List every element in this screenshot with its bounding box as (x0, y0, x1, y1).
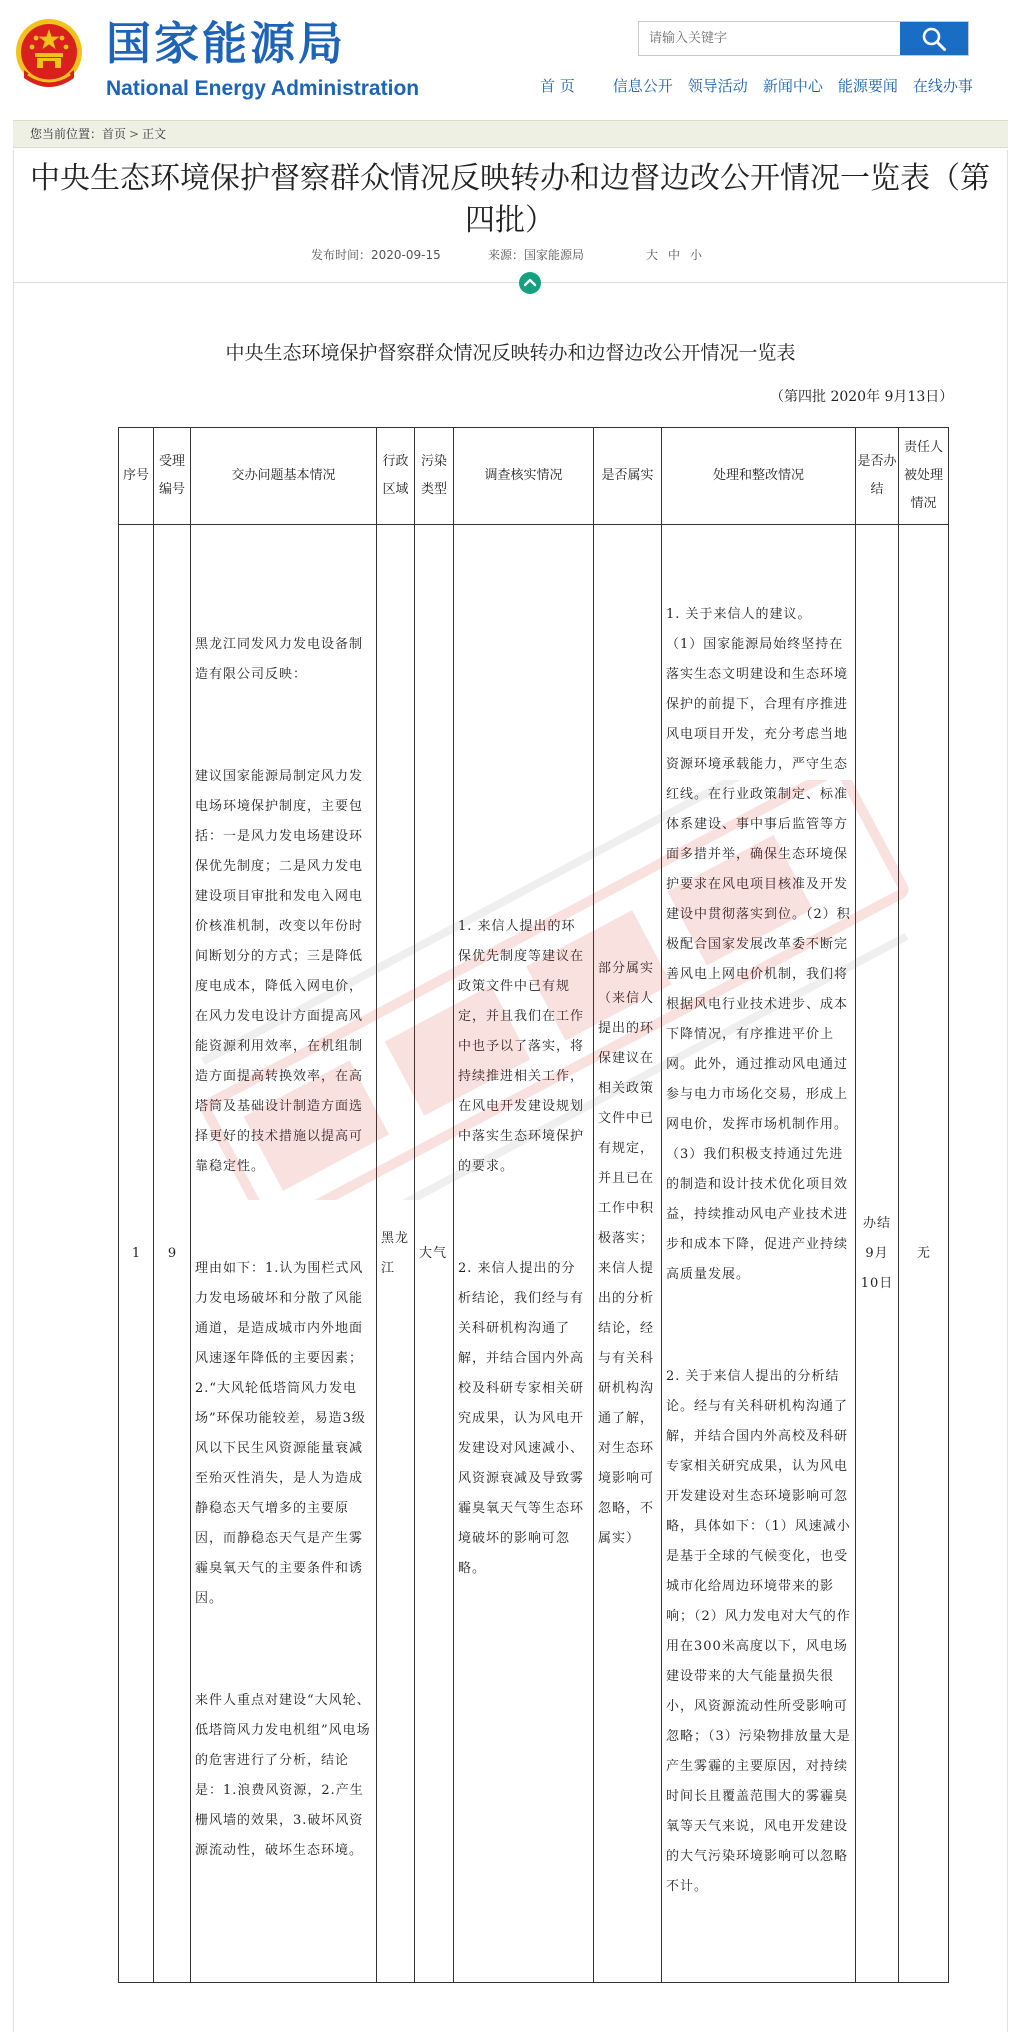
publish-time: 发布时间：2020-09-15 (311, 248, 441, 262)
search-icon (921, 26, 947, 52)
header-completed: 是否办结 (856, 428, 899, 525)
cases-table (118, 427, 949, 1983)
completed-text: 办结 9月 10日 (860, 1215, 894, 1291)
nav-news-center[interactable]: 新闻中心 (762, 77, 823, 95)
pollution-text: 大气 (419, 1245, 448, 1261)
cell-handling (662, 525, 856, 1983)
cell-investigation (454, 525, 594, 1983)
breadcrumb-separator: > (129, 127, 140, 141)
issue-paragraph: 理由如下：1.认为围栏式风力发电场破坏和分散了风能通道，是造成城市内外地面风速逐年降低的主要因素；2.“大风轮低塔筒风力发电场”环保功能较差，易造3级风以下民生风资源能量衰减至殆灭性消失，是人为造成静稳态天气增多的主要原因，而静稳态天气是产生雾霾臭氧天气的主要条件和诱因。 (195, 1260, 366, 1606)
verified-text: 部分属实（来信人提出的环保建议在相关政策文件中已有规定，并且已在工作中积极落实；来信人提出的分析结论，经与有关科研机构沟通了解，对生态环境影响可忽略，不属实） (598, 960, 655, 1546)
national-emblem-icon (14, 18, 84, 92)
nav-leadership[interactable]: 领导活动 (687, 77, 748, 95)
investigation-paragraph: 2. 来信人提出的分析结论，我们经与有关科研机构沟通了解，并结合国内外高校及科研专家相关研究成果，认为风电开发建设对风速减小、风资源衰减及导致雾霾臭氧天气等生态环境破坏的影响可忽略。 (458, 1260, 585, 1576)
cell-index: 1 (119, 525, 154, 1983)
breadcrumb (13, 120, 1008, 148)
breadcrumb-label: 您当前位置： (30, 127, 103, 141)
search-input[interactable] (639, 22, 901, 55)
header-issue: 交办问题基本情况 (191, 428, 377, 525)
search-button[interactable] (900, 22, 968, 55)
cell-verified (594, 525, 662, 1983)
header-case-no: 受理编号 (154, 428, 191, 525)
font-size-switch (646, 246, 712, 263)
investigation-paragraph: 1. 来信人提出的环保优先制度等建议在政策文件中已有规定，并且我们在工作中也予以了落实，将持续推进相关工作，在风电开发建设规划中落实生态环境保护的要求。 (458, 918, 585, 1174)
cell-case-no: 9 (154, 525, 191, 1983)
table-row (119, 525, 949, 1983)
nav-info-disclosure[interactable]: 信息公开 (612, 77, 673, 95)
handling-paragraph: 1. 关于来信人的建议。 （1）国家能源局始终坚持在落实生态文明建设和生态环境保护的前提下，合理有序推进风电项目开发，充分考虑当地资源环境承载能力，严守生态红线。在行业政策制定、标准体系建设、事中事后监管等方面多措并举，确保生态环境保护要求在风电项目核准及开发建设中贯彻落实到位。（2）积极配合国家发展改革委不断完善风电上网电价机制，我们将根据风电行业技术进步、成本下降情况，有序推进平价上网。此外，通过推动风电通过参与电力市场化交易，形成上网电价，发挥市场机制作用。 （3）我们积极支持通过先进的制造和设计技术优化项目效益，持续推动风电产业技术进步和成本下降，促进产业持续高质量发展。 (666, 607, 851, 1282)
font-size-large[interactable]: 大 (646, 248, 661, 262)
issue-paragraph: 黑龙江同发风力发电设备制造有限公司反映： (195, 636, 364, 682)
region-text: 黑龙江 (381, 1230, 410, 1276)
site-logo-cn[interactable]: 国家能源局 (106, 17, 347, 70)
header-verified: 是否属实 (594, 428, 662, 525)
collapse-toggle[interactable] (519, 272, 541, 294)
title-divider (13, 282, 1008, 283)
breadcrumb-home-link[interactable]: 首页 (102, 127, 127, 141)
cell-issue (191, 525, 377, 1983)
cell-region (377, 525, 415, 1983)
cell-completed (856, 525, 899, 1983)
font-size-small[interactable]: 小 (690, 248, 705, 262)
header-handling: 处理和整改情况 (662, 428, 856, 525)
header-accountability: 责任人被处理情况 (899, 428, 949, 525)
chevron-up-icon (519, 272, 541, 294)
handling-paragraph: 2. 关于来信人提出的分析结论。经与有关科研机构沟通了解，并结合国内外高校及科研专家相关研究成果，认为风电开发建设对生态环境影响可忽略，具体如下：（1）风速减小是基于全球的气候变化，也受城市化给周边环境带来的影响；（2）风力发电对大气的作用在300米高度以下，风电场建设带来的大气能量损失很小，风资源流动性所受影响可忽略；（3）污染物排放量大是产生雾霾的主要原因，对持续时间长且覆盖范围大的雾霾臭氧等天气来说，风电开发建设的大气污染环境影响可以忽略不计。 (666, 1369, 851, 1894)
table-header-row (119, 428, 949, 525)
font-size-medium[interactable]: 中 (668, 248, 683, 262)
nav-home[interactable]: 首 页 (540, 77, 575, 95)
issue-paragraph: 来件人重点对建设“大风轮、低塔筒风力发电机组”风电场的危害进行了分析，结论是：1.浪费风资源，2.产生栅风墙的效果，3.破坏风资源流动性，破坏生态环境。 (195, 1692, 371, 1858)
cell-pollution-type (415, 525, 454, 1983)
article-source: 来源：国家能源局 (488, 248, 585, 262)
nav-online-services[interactable]: 在线办事 (912, 77, 973, 95)
header-index: 序号 (119, 428, 154, 525)
nav-energy-news[interactable]: 能源要闻 (837, 77, 898, 95)
issue-paragraph: 建议国家能源局制定风力发电场环境保护制度，主要包括：一是风力发电场建设环保优先制度；二是风力发电建设项目审批和发电入网电价核准机制，改变以年份时间断划分的方式；三是降低度电成本，降低入网电价，在风力发电设计方面提高风能资源利用效率，在机组制造方面提高转换效率，在高塔筒及基础设计制造方面选择更好的技术措施以提高可靠稳定性。 (195, 768, 364, 1174)
site-header (0, 0, 1021, 120)
breadcrumb-current[interactable]: 正文 (142, 127, 167, 141)
page-title: 中央生态环境保护督察群众情况反映转办和边督边改公开情况一览表（第四批） (30, 161, 990, 238)
header-region: 行政区域 (377, 428, 415, 525)
header-investigation: 调查核实情况 (454, 428, 594, 525)
site-logo-en[interactable]: National Energy Administration (106, 77, 420, 100)
document-title: 中央生态环境保护督察群众情况反映转办和边督边改公开情况一览表 (225, 342, 796, 364)
header-pollution-type: 污染类型 (415, 428, 454, 525)
document-batch-date: （第四批 2020年 9月13日） (770, 389, 954, 405)
cell-accountability: 无 (899, 525, 949, 1983)
search-box (638, 21, 969, 56)
main-nav (540, 74, 988, 98)
